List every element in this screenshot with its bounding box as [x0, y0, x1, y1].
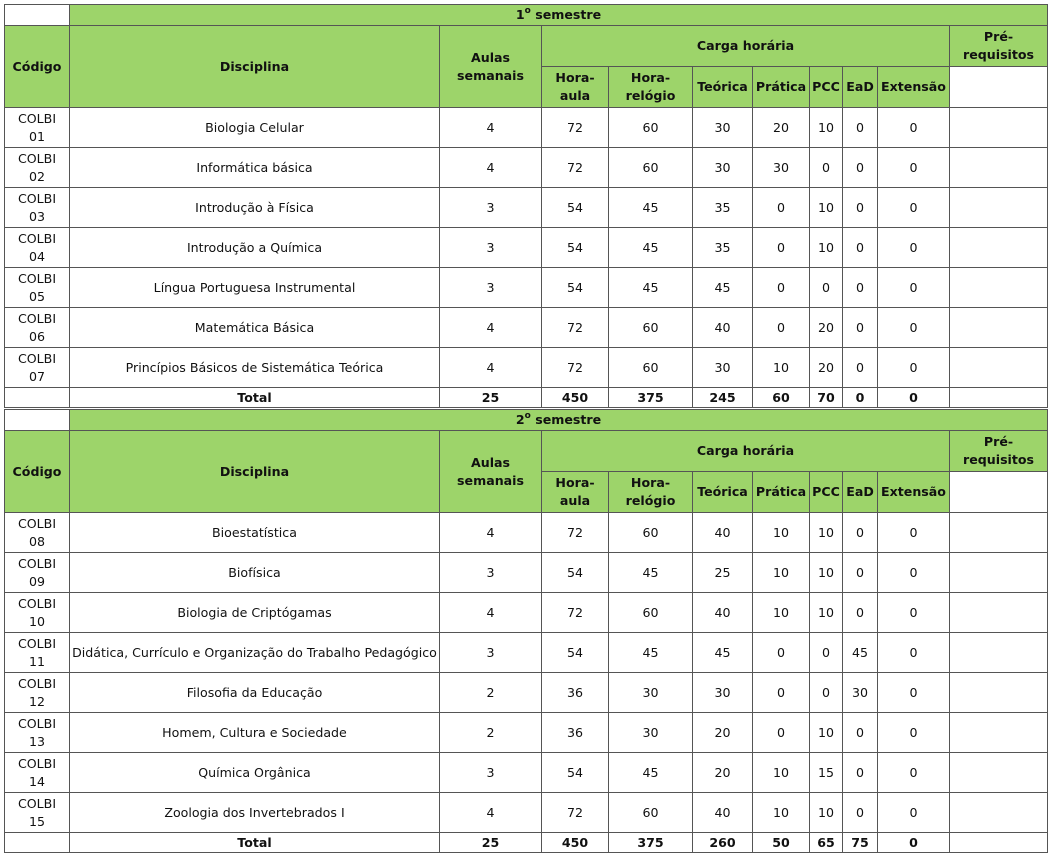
total-theory: 245 [693, 388, 753, 408]
hours-theory: 20 [693, 713, 753, 753]
prerequisites [950, 348, 1048, 388]
header-teorica: Teórica [693, 472, 753, 513]
hours-theory: 30 [693, 148, 753, 188]
course-code: COLBI 01 [5, 108, 70, 148]
semester-title [70, 410, 1048, 431]
hours-theory: 45 [693, 268, 753, 308]
hours-pcc: 0 [810, 268, 843, 308]
hours-clock: 45 [609, 188, 693, 228]
header-pre-requisitos: Pré- requisitos [950, 26, 1048, 67]
weekly-classes: 3 [440, 753, 542, 793]
hours-class: 72 [542, 793, 609, 833]
hours-clock: 45 [609, 228, 693, 268]
prerequisites [950, 593, 1048, 633]
hours-practice: 20 [753, 108, 810, 148]
hours-theory: 45 [693, 633, 753, 673]
total-row [5, 833, 1048, 853]
prerequisites [950, 753, 1048, 793]
weekly-classes: 2 [440, 673, 542, 713]
hours-ead: 0 [843, 513, 878, 553]
course-name: Didática, Currículo e Organização do Trabalho Pedagógico [70, 633, 440, 673]
hours-pcc: 10 [810, 108, 843, 148]
weekly-classes: 4 [440, 593, 542, 633]
semester-label: semestre [535, 7, 602, 22]
hours-ead: 0 [843, 713, 878, 753]
hours-extension: 0 [878, 633, 950, 673]
course-name: Bioestatística [70, 513, 440, 553]
semester-number: 1 [515, 7, 525, 22]
semester-table [4, 4, 1048, 408]
header-pcc: PCC [810, 472, 843, 513]
hours-practice: 0 [753, 713, 810, 753]
hours-pcc: 10 [810, 188, 843, 228]
hours-extension: 0 [878, 148, 950, 188]
hours-ead: 0 [843, 108, 878, 148]
semester-table [4, 409, 1048, 853]
hours-extension: 0 [878, 753, 950, 793]
header-hora-relogio: Hora- relógio [609, 67, 693, 108]
hours-practice: 10 [753, 348, 810, 388]
hours-class: 72 [542, 148, 609, 188]
course-name: Introdução a Química [70, 228, 440, 268]
total-hours-clock: 375 [609, 388, 693, 408]
hours-practice: 30 [753, 148, 810, 188]
table-row [5, 553, 1048, 593]
hours-class: 72 [542, 513, 609, 553]
table-row [5, 348, 1048, 388]
total-pcc: 65 [810, 833, 843, 853]
ordinal-indicator: o [524, 6, 531, 16]
header-ead: EaD [843, 472, 878, 513]
total-hours-clock: 375 [609, 833, 693, 853]
prerequisites [950, 673, 1048, 713]
table-row [5, 308, 1048, 348]
course-name: Biologia de Criptógamas [70, 593, 440, 633]
course-name: Introdução à Física [70, 188, 440, 228]
course-name: Informática básica [70, 148, 440, 188]
header-teorica: Teórica [693, 67, 753, 108]
course-code: COLBI 10 [5, 593, 70, 633]
hours-ead: 0 [843, 228, 878, 268]
hours-class: 36 [542, 713, 609, 753]
header-hora-relogio: Hora- relógio [609, 472, 693, 513]
prerequisites [950, 513, 1048, 553]
table-row [5, 188, 1048, 228]
header-pratica: Prática [753, 67, 810, 108]
prerequisites [950, 553, 1048, 593]
total-label: Total [70, 388, 440, 408]
hours-extension: 0 [878, 673, 950, 713]
hours-class: 54 [542, 753, 609, 793]
course-code: COLBI 11 [5, 633, 70, 673]
course-code: COLBI 07 [5, 348, 70, 388]
hours-pcc: 20 [810, 308, 843, 348]
hours-pcc: 20 [810, 348, 843, 388]
hours-theory: 30 [693, 348, 753, 388]
hours-clock: 60 [609, 513, 693, 553]
hours-class: 54 [542, 553, 609, 593]
hours-practice: 0 [753, 633, 810, 673]
hours-extension: 0 [878, 513, 950, 553]
table-row [5, 513, 1048, 553]
course-name: Zoologia dos Invertebrados I [70, 793, 440, 833]
table-row [5, 673, 1048, 713]
hours-clock: 60 [609, 593, 693, 633]
total-ead: 75 [843, 833, 878, 853]
hours-extension: 0 [878, 308, 950, 348]
header-disciplina: Disciplina [70, 26, 440, 108]
prerequisites [950, 633, 1048, 673]
hours-ead: 0 [843, 348, 878, 388]
header-aulas-semanais: Aulas semanais [440, 431, 542, 513]
hours-theory: 35 [693, 188, 753, 228]
table-row [5, 753, 1048, 793]
hours-clock: 45 [609, 268, 693, 308]
course-name: Princípios Básicos de Sistemática Teórica [70, 348, 440, 388]
hours-theory: 20 [693, 753, 753, 793]
hours-ead: 0 [843, 753, 878, 793]
course-code: COLBI 05 [5, 268, 70, 308]
hours-practice: 10 [753, 793, 810, 833]
prerequisites [950, 308, 1048, 348]
prerequisites [950, 268, 1048, 308]
hours-clock: 30 [609, 673, 693, 713]
hours-pcc: 15 [810, 753, 843, 793]
hours-ead: 0 [843, 793, 878, 833]
header-pratica: Prática [753, 472, 810, 513]
hours-practice: 0 [753, 308, 810, 348]
header-disciplina: Disciplina [70, 431, 440, 513]
semester-number: 2 [515, 412, 525, 427]
weekly-classes: 3 [440, 228, 542, 268]
hours-clock: 60 [609, 793, 693, 833]
hours-clock: 60 [609, 108, 693, 148]
hours-class: 72 [542, 308, 609, 348]
hours-clock: 30 [609, 713, 693, 753]
course-name: Matemática Básica [70, 308, 440, 348]
course-code: COLBI 02 [5, 148, 70, 188]
hours-pcc: 10 [810, 593, 843, 633]
hours-pcc: 10 [810, 793, 843, 833]
hours-practice: 10 [753, 753, 810, 793]
hours-practice: 10 [753, 553, 810, 593]
header-codigo: Código [5, 431, 70, 513]
semester-title-row [5, 5, 1048, 26]
hours-clock: 45 [609, 553, 693, 593]
course-code: COLBI 14 [5, 753, 70, 793]
hours-class: 72 [542, 108, 609, 148]
hours-clock: 45 [609, 633, 693, 673]
hours-class: 72 [542, 593, 609, 633]
total-ead: 0 [843, 388, 878, 408]
hours-clock: 45 [609, 753, 693, 793]
hours-extension: 0 [878, 553, 950, 593]
hours-practice: 0 [753, 673, 810, 713]
header-carga-horaria: Carga horária [542, 26, 950, 67]
header-blank [950, 472, 1048, 513]
table-row [5, 148, 1048, 188]
weekly-classes: 4 [440, 793, 542, 833]
hours-theory: 30 [693, 108, 753, 148]
hours-pcc: 0 [810, 633, 843, 673]
table-row [5, 713, 1048, 753]
total-extension: 0 [878, 833, 950, 853]
hours-theory: 40 [693, 793, 753, 833]
weekly-classes: 3 [440, 188, 542, 228]
hours-theory: 35 [693, 228, 753, 268]
hours-extension: 0 [878, 228, 950, 268]
hours-clock: 60 [609, 148, 693, 188]
hours-ead: 0 [843, 148, 878, 188]
hours-clock: 60 [609, 308, 693, 348]
header-row [5, 431, 1048, 472]
course-name: Biofísica [70, 553, 440, 593]
total-hours-class: 450 [542, 388, 609, 408]
total-row [5, 388, 1048, 408]
header-pre-requisitos: Pré- requisitos [950, 431, 1048, 472]
hours-theory: 30 [693, 673, 753, 713]
semester-title-row [5, 410, 1048, 431]
hours-extension: 0 [878, 348, 950, 388]
total-theory: 260 [693, 833, 753, 853]
course-code: COLBI 08 [5, 513, 70, 553]
hours-class: 54 [542, 633, 609, 673]
total-hours-class: 450 [542, 833, 609, 853]
course-name: Homem, Cultura e Sociedade [70, 713, 440, 753]
prerequisites [950, 713, 1048, 753]
hours-practice: 10 [753, 513, 810, 553]
weekly-classes: 3 [440, 633, 542, 673]
hours-pcc: 0 [810, 148, 843, 188]
hours-class: 72 [542, 348, 609, 388]
hours-pcc: 10 [810, 553, 843, 593]
course-code: COLBI 09 [5, 553, 70, 593]
table-row [5, 593, 1048, 633]
header-carga-horaria: Carga horária [542, 431, 950, 472]
course-name: Química Orgânica [70, 753, 440, 793]
prerequisites [950, 228, 1048, 268]
header-ead: EaD [843, 67, 878, 108]
hours-pcc: 0 [810, 673, 843, 713]
hours-class: 54 [542, 228, 609, 268]
hours-class: 54 [542, 268, 609, 308]
hours-practice: 0 [753, 188, 810, 228]
hours-practice: 10 [753, 593, 810, 633]
prerequisites [950, 148, 1048, 188]
hours-practice: 0 [753, 228, 810, 268]
weekly-classes: 2 [440, 713, 542, 753]
prerequisites [950, 793, 1048, 833]
header-codigo: Código [5, 26, 70, 108]
hours-theory: 40 [693, 308, 753, 348]
hours-class: 36 [542, 673, 609, 713]
hours-extension: 0 [878, 188, 950, 228]
course-code: COLBI 06 [5, 308, 70, 348]
hours-extension: 0 [878, 793, 950, 833]
course-code: COLBI 12 [5, 673, 70, 713]
hours-extension: 0 [878, 108, 950, 148]
total-practice: 60 [753, 388, 810, 408]
weekly-classes: 4 [440, 513, 542, 553]
total-extension: 0 [878, 388, 950, 408]
weekly-classes: 4 [440, 348, 542, 388]
course-name: Língua Portuguesa Instrumental [70, 268, 440, 308]
course-code: COLBI 04 [5, 228, 70, 268]
hours-ead: 0 [843, 188, 878, 228]
hours-ead: 0 [843, 268, 878, 308]
hours-theory: 40 [693, 513, 753, 553]
total-weekly-classes: 25 [440, 388, 542, 408]
hours-class: 54 [542, 188, 609, 228]
weekly-classes: 4 [440, 148, 542, 188]
hours-ead: 0 [843, 593, 878, 633]
hours-ead: 30 [843, 673, 878, 713]
ordinal-indicator: o [524, 411, 531, 421]
semester-title [70, 5, 1048, 26]
table-row [5, 268, 1048, 308]
header-extensao: Extensão [878, 472, 950, 513]
total-weekly-classes: 25 [440, 833, 542, 853]
hours-practice: 0 [753, 268, 810, 308]
course-name: Filosofia da Educação [70, 673, 440, 713]
semester-label: semestre [535, 412, 602, 427]
total-pcc: 70 [810, 388, 843, 408]
hours-ead: 0 [843, 308, 878, 348]
total-label: Total [70, 833, 440, 853]
header-hora-aula: Hora- aula [542, 472, 609, 513]
hours-pcc: 10 [810, 513, 843, 553]
hours-theory: 40 [693, 593, 753, 633]
hours-ead: 45 [843, 633, 878, 673]
prerequisites [950, 188, 1048, 228]
hours-extension: 0 [878, 268, 950, 308]
weekly-classes: 4 [440, 108, 542, 148]
weekly-classes: 4 [440, 308, 542, 348]
table-row [5, 633, 1048, 673]
hours-extension: 0 [878, 593, 950, 633]
header-blank [950, 67, 1048, 108]
table-row [5, 793, 1048, 833]
course-code: COLBI 13 [5, 713, 70, 753]
total-practice: 50 [753, 833, 810, 853]
weekly-classes: 3 [440, 268, 542, 308]
hours-clock: 60 [609, 348, 693, 388]
weekly-classes: 3 [440, 553, 542, 593]
course-code: COLBI 03 [5, 188, 70, 228]
prerequisites [950, 108, 1048, 148]
course-name: Biologia Celular [70, 108, 440, 148]
hours-ead: 0 [843, 553, 878, 593]
header-aulas-semanais: Aulas semanais [440, 26, 542, 108]
header-pcc: PCC [810, 67, 843, 108]
table-row [5, 108, 1048, 148]
hours-theory: 25 [693, 553, 753, 593]
hours-extension: 0 [878, 713, 950, 753]
table-row [5, 228, 1048, 268]
hours-pcc: 10 [810, 713, 843, 753]
hours-pcc: 10 [810, 228, 843, 268]
header-extensao: Extensão [878, 67, 950, 108]
course-code: COLBI 15 [5, 793, 70, 833]
header-hora-aula: Hora- aula [542, 67, 609, 108]
header-row [5, 26, 1048, 67]
